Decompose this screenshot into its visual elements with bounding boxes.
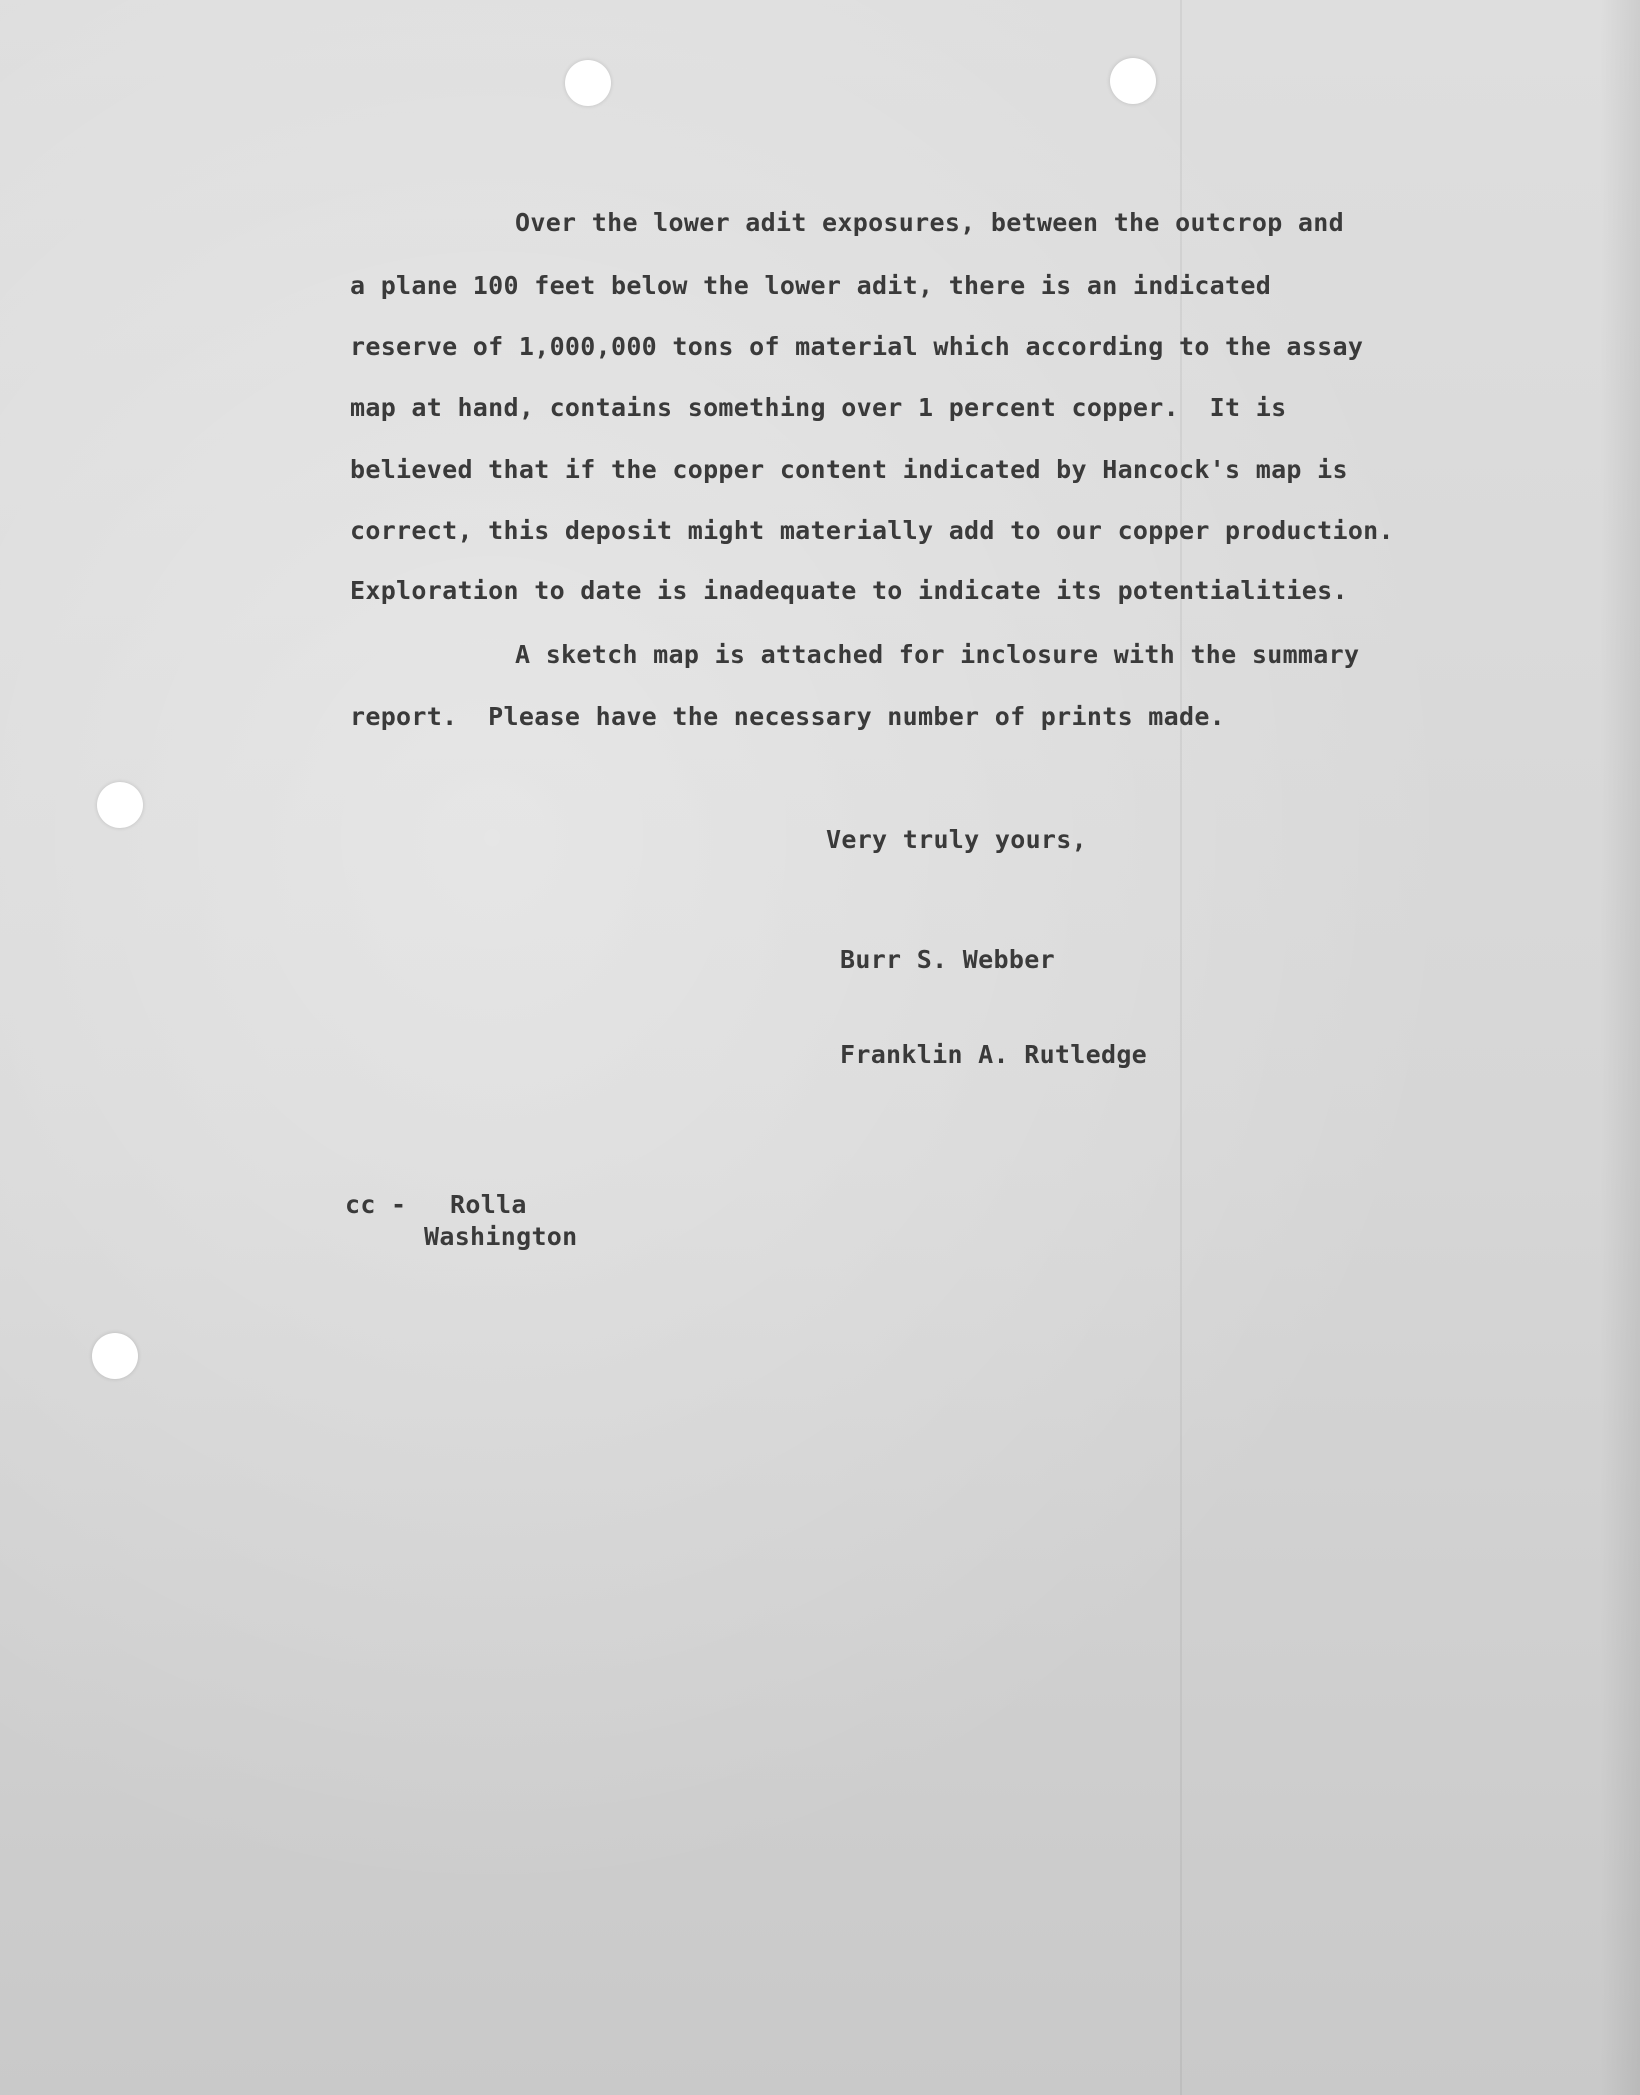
paragraph1-line1: Over the lower adit exposures, between the outcrop and [515,208,1344,237]
paper-crease [1180,0,1182,2095]
paragraph1-line5: believed that if the copper content indicated by Hancock's map is [350,455,1348,484]
paragraph2-line2: report. Please have the necessary number of prints made. [350,702,1226,731]
paragraph1-line6: correct, this deposit might materially add to our copper production. [350,516,1394,545]
punch-hole-left-lower [92,1333,138,1379]
signatory-2: Franklin A. Rutledge [840,1040,1148,1069]
cc-label: cc - [345,1190,407,1219]
punch-hole-top-left [565,60,611,106]
paragraph1-line7: Exploration to date is inadequate to indicate its potentialities. [350,576,1348,605]
paragraph1-line3: reserve of 1,000,000 tons of material which according to the assay [350,332,1364,361]
cc-recipient-1: Rolla [450,1190,527,1219]
signatory-1: Burr S. Webber [840,945,1055,974]
punch-hole-top-right [1110,58,1156,104]
paragraph1-line4: map at hand, contains something over 1 percent copper. It is [350,393,1287,422]
closing-salutation: Very truly yours, [826,825,1087,854]
paragraph2-line1: A sketch map is attached for inclosure with the summary [515,640,1360,669]
cc-recipient-2: Washington [424,1222,578,1251]
punch-hole-left-middle [97,782,143,828]
page-edge-shadow [1600,0,1640,2095]
paragraph1-line2: a plane 100 feet below the lower adit, there is an indicated [350,271,1272,300]
